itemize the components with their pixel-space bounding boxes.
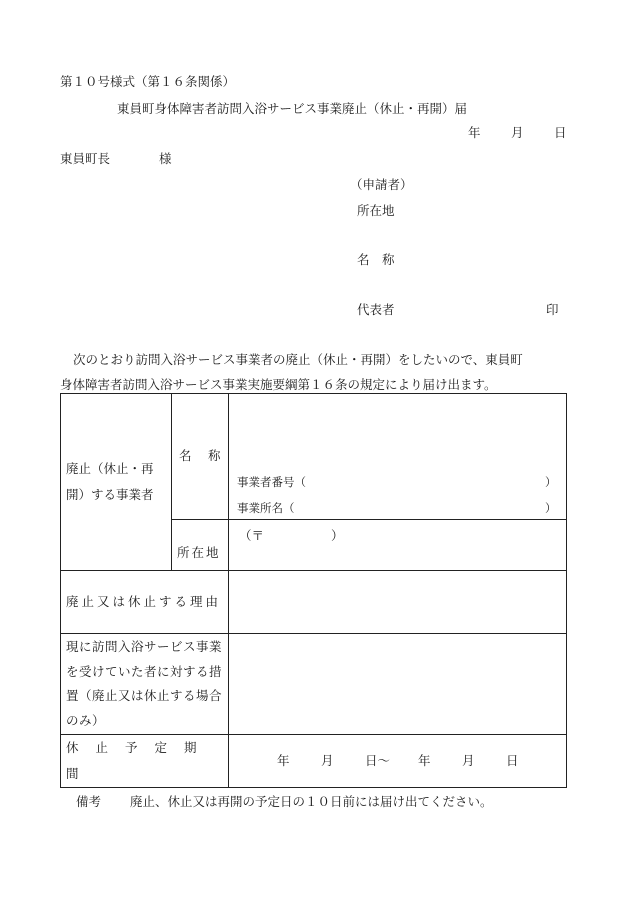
provider-number-label: 事業者番号（ [237, 475, 306, 489]
addressee: 東員町長 [60, 151, 111, 166]
provider-label: 廃止（休止・再開）する事業者 [66, 461, 154, 502]
period-end-year: 年 [418, 753, 431, 768]
name-value-cell[interactable] [229, 394, 567, 520]
applicant-representative-label: 代表者 [357, 302, 395, 317]
measures-label: 現に訪問入浴サービス事業を受けていた者に対する措置（廃止又は休止する場合のみ） [66, 639, 223, 728]
form-number: 第１０号様式（第１６条関係） [60, 74, 236, 89]
office-name-close: ） [545, 501, 557, 515]
date-month-label: 月 [511, 125, 524, 140]
date-day-label: 日 [554, 125, 567, 140]
address-label: 所在地 [177, 545, 221, 560]
office-name-label: 事業所名（ [237, 501, 295, 515]
honorific: 様 [159, 151, 172, 166]
intro-line-1: 次のとおり訪問入浴サービス事業者の廃止（休止・再開）をしたいので、東員町 [73, 352, 523, 367]
postal-close: ） [331, 528, 344, 543]
name-label: 名 称 [179, 448, 223, 463]
period-start-month: 月 [321, 753, 334, 768]
period-label-cell [61, 735, 229, 788]
notification-table [60, 393, 567, 788]
applicant-name-label: 名 称 [357, 252, 395, 267]
period-value-cell[interactable] [229, 735, 567, 788]
period-end-month: 月 [462, 753, 475, 768]
provider-number-close: ） [545, 475, 557, 489]
reason-label-cell [61, 571, 229, 634]
applicant-address-label: 所在地 [357, 203, 395, 218]
document-title: 東員町身体障害者訪問入浴サービス事業廃止（休止・再開）届 [117, 101, 468, 116]
seal-mark: 印 [546, 302, 559, 317]
measures-value-cell[interactable] [229, 634, 567, 735]
reason-label: 廃止又は休止する理由 [66, 594, 222, 609]
reason-value-cell[interactable] [229, 571, 567, 634]
postal-label: （〒 [239, 528, 265, 543]
period-end-day: 日 [506, 753, 519, 768]
name-label-cell [172, 394, 229, 520]
address-value-cell[interactable] [229, 520, 567, 571]
measures-label-cell [61, 634, 229, 735]
applicant-heading: （申請者） [350, 177, 413, 192]
intro-line-2: 身体障害者訪問入浴サービス事業実施要綱第１６条の規定により届け出ます。 [60, 377, 497, 392]
provider-label-cell [61, 394, 172, 571]
date-year-label: 年 [468, 125, 481, 140]
address-label-cell [172, 520, 229, 571]
note-text: 廃止、休止又は再開の予定日の１０日前には届け出てください。 [130, 794, 493, 809]
period-start-day: 日〜 [365, 753, 391, 768]
period-label: 休止予定期間 [66, 740, 214, 781]
period-start-year: 年 [277, 753, 290, 768]
note-label: 備考 [76, 794, 102, 809]
